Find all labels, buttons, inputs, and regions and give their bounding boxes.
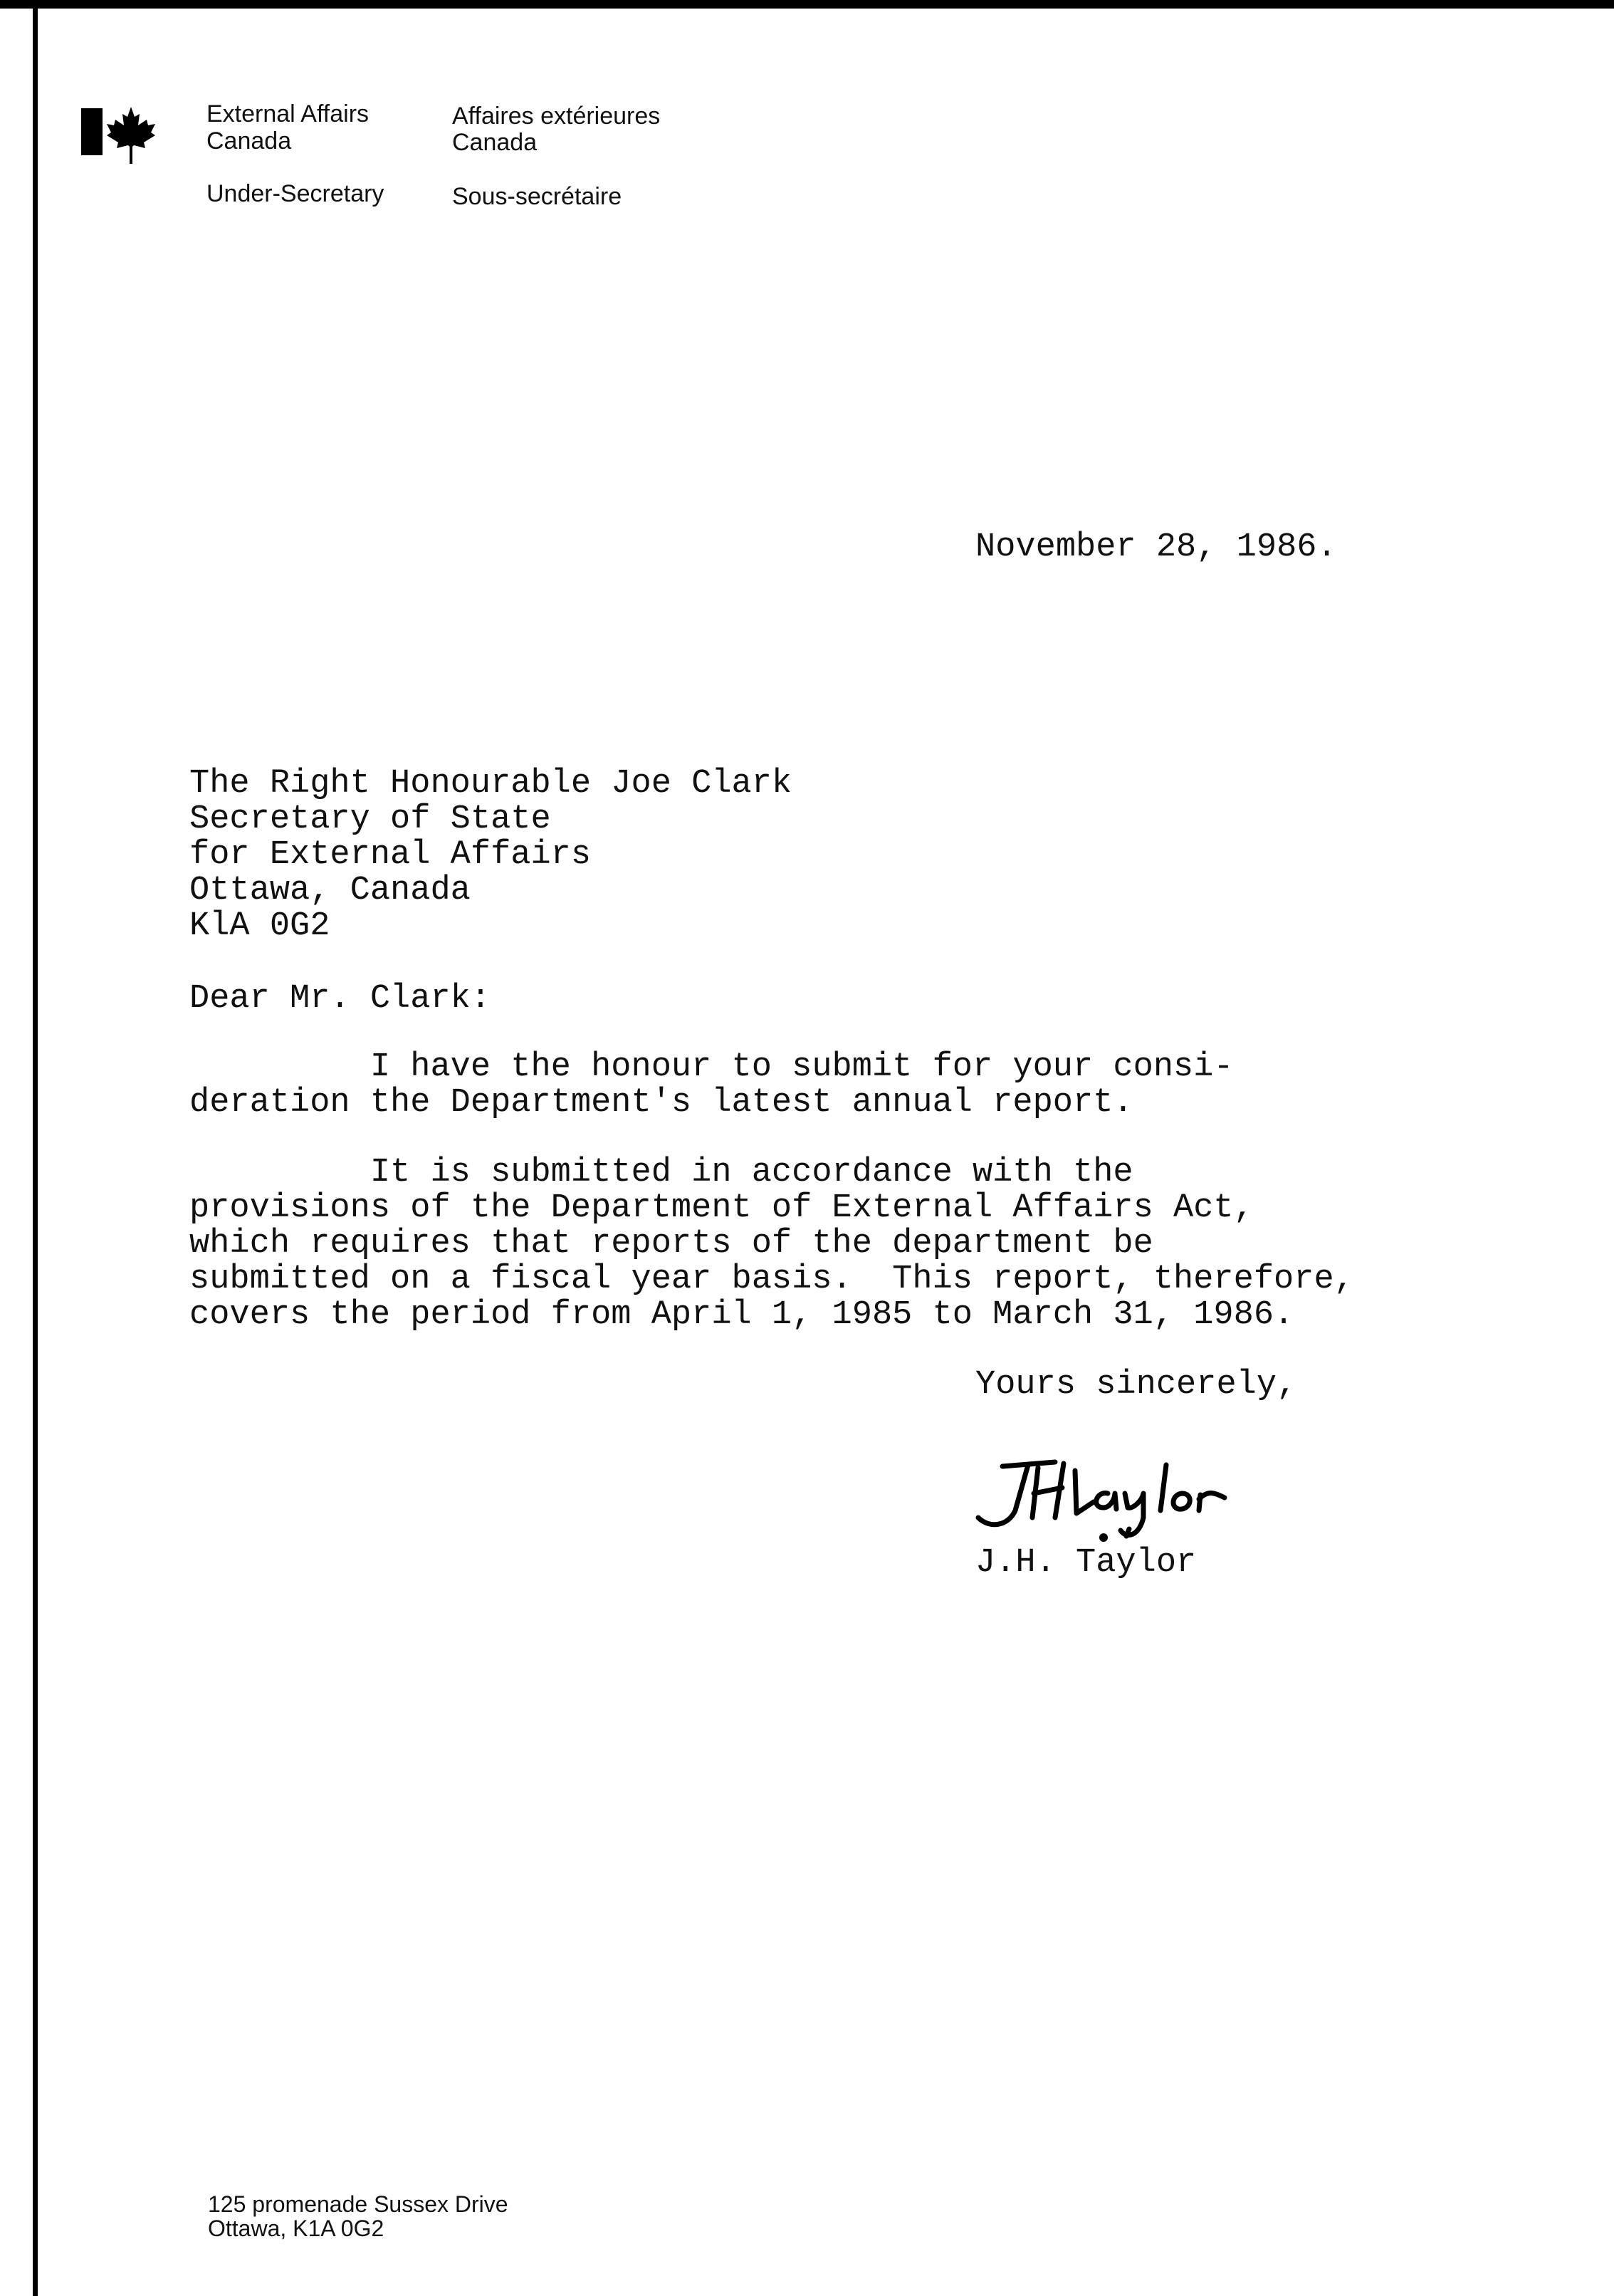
- signatory-name: J.H. Taylor: [975, 1544, 1197, 1582]
- org-name-fr-line1: Affaires extérieures: [452, 103, 661, 130]
- closing: Yours sincerely,: [975, 1366, 1297, 1404]
- salutation: Dear Mr. Clark:: [189, 980, 491, 1018]
- body-line: I have the honour to submit for your consi-: [189, 1048, 1234, 1086]
- org-name-fr-line2: Canada: [452, 129, 538, 156]
- footer-address-line1: 125 promenade Sussex Drive: [208, 2191, 508, 2217]
- recipient-line: Secretary of State: [189, 800, 551, 838]
- office-title-fr: Sous-secrétaire: [452, 183, 622, 210]
- recipient-line: for External Affairs: [189, 836, 592, 874]
- body-line: covers the period from April 1, 1985 to March 31, 1986.: [189, 1296, 1294, 1334]
- body-line: which requires that reports of the department be: [189, 1225, 1153, 1263]
- top-border-rule: [0, 0, 1614, 9]
- canada-flag-icon: [80, 104, 158, 168]
- org-name-en-line1: External Affairs: [206, 100, 370, 127]
- body-line: It is submitted in accordance with the: [189, 1154, 1133, 1191]
- recipient-line: The Right Honourable Joe Clark: [189, 765, 792, 803]
- org-name-en-line2: Canada: [206, 127, 292, 155]
- body-line: provisions of the Department of External Affairs Act,: [189, 1189, 1254, 1227]
- footer-address-line2: Ottawa, K1A 0G2: [208, 2216, 384, 2241]
- recipient-line: Ottawa, Canada: [189, 872, 471, 909]
- body-line: submitted on a fiscal year basis. This report, therefore,: [189, 1261, 1354, 1298]
- body-line: deration the Department's latest annual report.: [189, 1084, 1133, 1122]
- office-title-en: Under-Secretary: [206, 180, 384, 207]
- recipient-line: KlA 0G2: [189, 907, 330, 945]
- letter-date: November 28, 1986.: [975, 528, 1337, 566]
- handwritten-signature: [968, 1449, 1289, 1549]
- left-border-rule: [33, 0, 38, 2296]
